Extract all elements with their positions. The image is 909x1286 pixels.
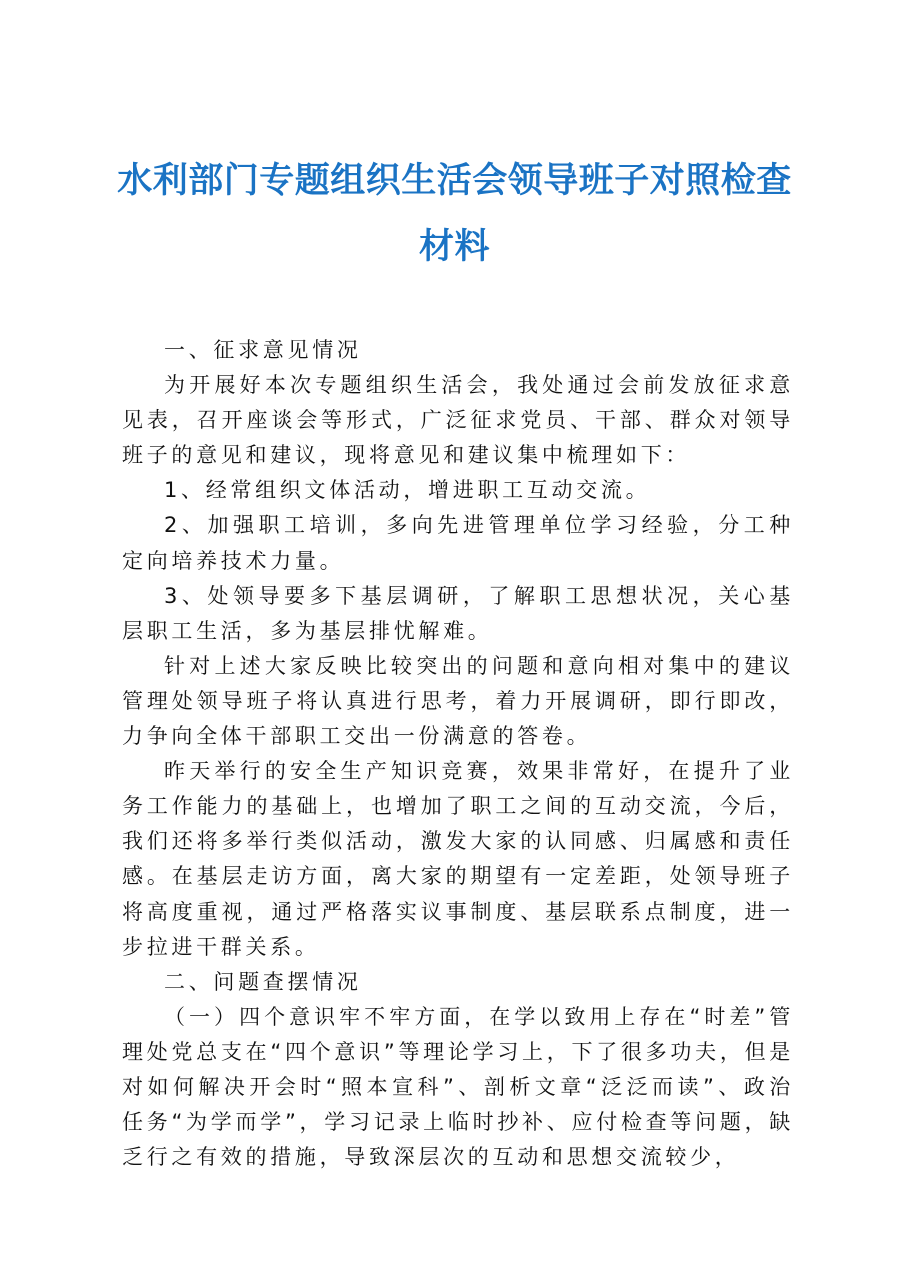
list-item: 1、经常组织文体活动，增进职工互动交流。 (164, 478, 651, 503)
list-item: 3、处领导要多下基层调研，了解职工思想状况，关心基层职工生活，多为基层排忧解难。 (122, 583, 794, 643)
document-body (122, 333, 794, 1175)
paragraph: （一）四个意识牢不牢方面，在学以致用上存在“时差”管理处党总支在“四个意识”等理论学习上，下了很多功夫，但是对如何解决开会时“照本宣科”、剖析文章“泛泛而读”、政治任务“为学而学”，学习记录上临时抄补、应付检查等问题，缺乏行之有效的措施，导致深层次的互动和思想交流较少， (122, 1004, 794, 1170)
paragraph: 针对上述大家反映比较突出的问题和意向相对集中的建议管理处领导班子将认真进行思考，着力开展调研，即行即改，力争向全体干部职工交出一份满意的答卷。 (122, 653, 794, 749)
paragraph: 昨天举行的安全生产知识竞赛，效果非常好，在提升了业务工作能力的基础上，也增加了职工之间的互动交流，今后，我们还将多举行类似活动，激发大家的认同感、归属感和责任感。在基层走访方面，离大家的期望有一定差距，处领导班子将高度重视，通过严格落实议事制度、基层联系点制度，进一步拉进干群关系。 (122, 759, 794, 959)
paragraph: 为开展好本次专题组织生活会，我处通过会前发放征求意见表，召开座谈会等形式，广泛征求党员、干部、群众对领导班子的意见和建议，现将意见和建议集中梳理如下： (122, 373, 794, 468)
document-title: 水利部门专题组织生活会领导班子对照检查材料 (117, 160, 792, 267)
list-item: 2、加强职工培训，多向先进管理单位学习经验，分工种定向培养技术力量。 (122, 513, 794, 573)
section-heading-1: 一、征求意见情况 (164, 338, 362, 362)
section-heading-2: 二、问题查摆情况 (164, 969, 362, 994)
